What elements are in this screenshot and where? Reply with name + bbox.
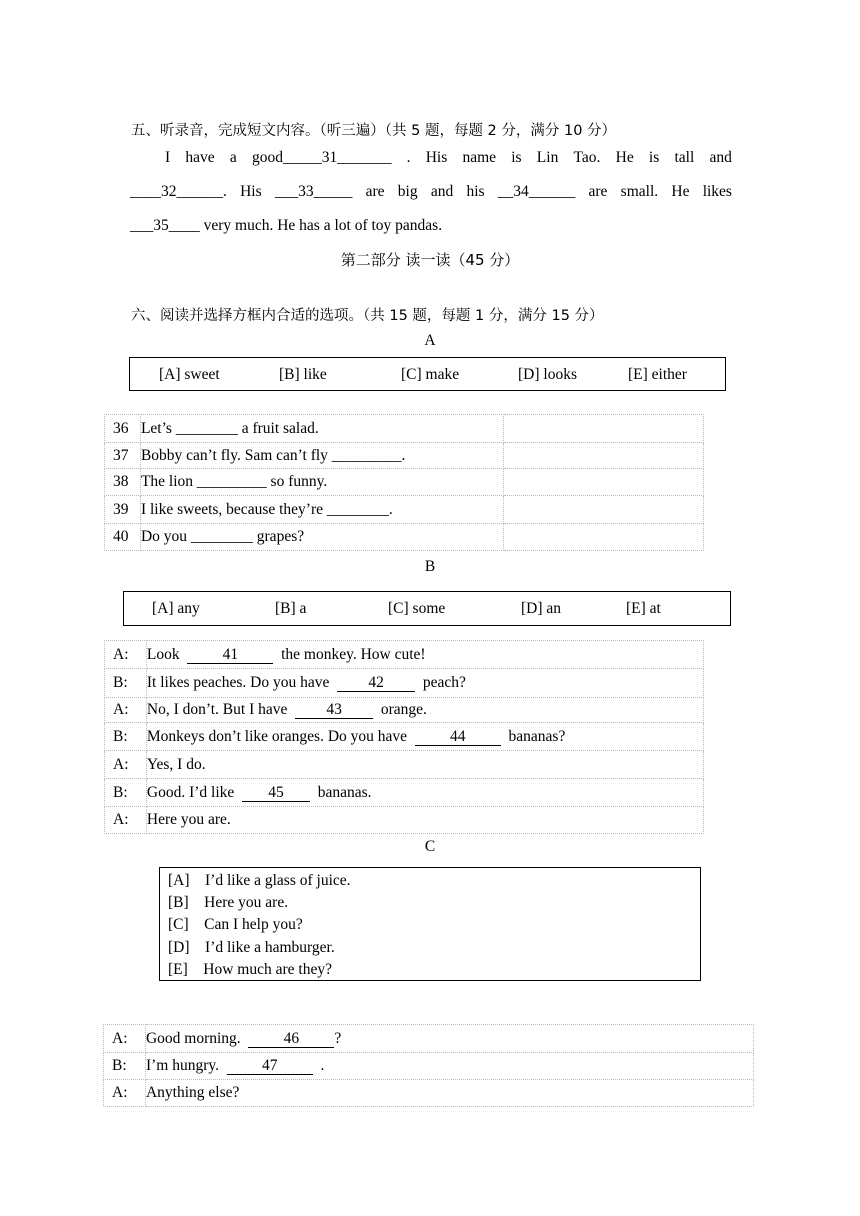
line-text: It likes peaches. Do you have xyxy=(146,674,330,691)
option-tag: [B] xyxy=(168,894,189,911)
speaker: B: xyxy=(105,779,147,807)
table-row xyxy=(105,469,704,496)
answer-blank[interactable]: 43 xyxy=(295,702,373,719)
question-text: Let’s ________ a fruit salad. xyxy=(140,415,503,443)
line-text: Yes, I do. xyxy=(146,755,206,773)
line-text: the monkey. How cute! xyxy=(281,645,426,663)
option-text: How much are they? xyxy=(203,961,332,978)
line-text: bananas. xyxy=(317,783,372,801)
table-row xyxy=(105,415,704,443)
section5-heading: 五、听录音，完成短文内容。（听三遍）（共 5 题，每题 2 分，满分 10 分） xyxy=(131,123,617,139)
line-text: Monkeys don’t like oranges. Do you have xyxy=(146,727,408,745)
question-number: 36 xyxy=(105,415,141,443)
option-tag: [E] xyxy=(168,961,188,978)
answer-blank[interactable]: 46 xyxy=(248,1031,334,1048)
line-text: No, I don’t. But I have xyxy=(146,701,288,718)
word: big xyxy=(397,183,418,200)
speaker: B: xyxy=(105,669,147,698)
dialogue-row xyxy=(104,1025,754,1053)
option-text: Here you are. xyxy=(204,894,289,911)
dialogue-row xyxy=(105,751,704,779)
dialogue-line xyxy=(146,751,703,779)
word: Lin xyxy=(536,149,559,166)
answer-blank[interactable]: 42 xyxy=(337,675,415,692)
option-text: Can I help you? xyxy=(204,916,303,933)
dialogue-line xyxy=(146,723,703,751)
dialogue-line xyxy=(145,1025,753,1053)
word: and xyxy=(430,183,454,200)
speaker: A: xyxy=(104,1025,146,1053)
question-text: The lion _________ so funny. xyxy=(140,469,503,496)
options-box-a xyxy=(129,357,726,391)
word: His xyxy=(240,183,262,200)
word: He xyxy=(615,149,634,166)
question-number: 37 xyxy=(105,443,141,469)
question-number: 38 xyxy=(105,469,141,496)
line-text: bananas? xyxy=(508,727,566,745)
line-text: Good morning. xyxy=(145,1029,241,1047)
section-c-label: C xyxy=(424,838,436,855)
word: . xyxy=(406,149,411,166)
dialogue-line xyxy=(145,1080,753,1107)
answer-cell[interactable] xyxy=(503,443,703,469)
section6-heading: 六、阅读并选择方框内合适的选项。（共 15 题，每题 1 分，满分 15 分） xyxy=(131,308,604,324)
dialogue-line xyxy=(146,669,703,698)
option: [A] sweet xyxy=(159,366,220,383)
speaker: B: xyxy=(105,723,147,751)
word: small. xyxy=(620,183,659,200)
word: and xyxy=(709,149,732,166)
options-box-b xyxy=(123,591,731,626)
word: I xyxy=(165,149,171,166)
line-text: Anything else? xyxy=(145,1084,240,1101)
word: good_____31_______ xyxy=(251,149,392,166)
line-text: Here you are. xyxy=(146,811,231,828)
line-text: ? xyxy=(334,1029,342,1047)
section5-line3: ___35____ very much. He has a lot of toy pandas. xyxy=(130,217,443,234)
answer-cell[interactable] xyxy=(503,415,703,443)
table-row xyxy=(105,443,704,469)
speaker: A: xyxy=(105,698,147,723)
option-tag: [A] xyxy=(168,872,190,889)
dialogue-row xyxy=(105,669,704,698)
dialogue-row xyxy=(104,1080,754,1107)
word: __34______ xyxy=(497,183,576,200)
speaker: A: xyxy=(105,641,147,669)
dialogue-line xyxy=(146,779,703,807)
dialogue-row xyxy=(105,698,704,723)
word: ___33_____ xyxy=(274,183,353,200)
dialogue-line xyxy=(146,641,703,669)
line-text: Look xyxy=(146,645,180,663)
section5-line1 xyxy=(165,149,732,167)
word: ____32______. xyxy=(130,183,227,200)
option xyxy=(168,961,332,979)
line-text: . xyxy=(320,1057,325,1074)
answer-blank[interactable]: 41 xyxy=(187,647,273,664)
dialogue-row xyxy=(105,723,704,751)
option xyxy=(168,894,288,912)
dialogue-row xyxy=(104,1053,754,1080)
word: Tao. xyxy=(573,149,601,166)
word: name xyxy=(462,149,497,166)
answer-blank[interactable]: 45 xyxy=(242,785,310,802)
part2-title: 第二部分 读一读（45 分） xyxy=(340,251,520,269)
dialogue-c xyxy=(103,1024,754,1107)
option: [C] some xyxy=(388,600,446,617)
answer-blank[interactable]: 47 xyxy=(227,1058,313,1075)
option-text: I’d like a glass of juice. xyxy=(205,872,351,889)
option: [D] an xyxy=(521,600,562,617)
question-number: 39 xyxy=(105,496,141,524)
speaker: A: xyxy=(105,751,147,779)
option-tag: [D] xyxy=(168,939,190,956)
question-text: I like sweets, because they’re ________. xyxy=(140,496,503,524)
word: his xyxy=(466,183,485,200)
word: is xyxy=(511,149,522,166)
question-text: Do you ________ grapes? xyxy=(140,524,503,551)
option xyxy=(168,872,351,890)
option xyxy=(168,916,303,934)
table-row xyxy=(105,496,704,524)
dialogue-line xyxy=(146,698,703,723)
section-a-label: A xyxy=(424,332,436,349)
line-text: peach? xyxy=(422,674,466,691)
line-text: Good. I’d like xyxy=(146,783,235,801)
option: [A] any xyxy=(152,600,200,617)
answer-cell[interactable] xyxy=(503,469,703,496)
answer-cell[interactable] xyxy=(503,496,703,524)
word: tall xyxy=(674,149,695,166)
question-text: Bobby can’t fly. Sam can’t fly _________. xyxy=(140,443,503,469)
dialogue-row xyxy=(105,641,704,669)
word: His xyxy=(425,149,448,166)
word: are xyxy=(588,183,608,200)
option: [B] a xyxy=(275,600,307,617)
dialogue-line xyxy=(145,1053,753,1080)
word: is xyxy=(648,149,660,166)
option: [B] like xyxy=(279,366,327,383)
answer-cell[interactable] xyxy=(503,524,703,551)
question-number: 40 xyxy=(105,524,141,551)
dialogue-b xyxy=(104,640,704,834)
answer-blank[interactable]: 44 xyxy=(415,729,501,746)
options-box-c xyxy=(159,867,701,981)
dialogue-row xyxy=(105,807,704,834)
word: are xyxy=(365,183,385,200)
speaker: A: xyxy=(105,807,147,834)
option: [E] either xyxy=(628,366,687,383)
option xyxy=(168,939,335,957)
option-tag: [C] xyxy=(168,916,189,933)
line-text: I’m hungry. xyxy=(145,1057,219,1074)
line-text: orange. xyxy=(380,701,427,718)
word: likes xyxy=(702,183,732,200)
section-b-label: B xyxy=(424,558,436,575)
table-a xyxy=(104,414,704,551)
section5-line2 xyxy=(130,183,732,201)
dialogue-line xyxy=(146,807,703,834)
word: a xyxy=(229,149,237,166)
option: [E] at xyxy=(626,600,661,617)
dialogue-row xyxy=(105,779,704,807)
table-row xyxy=(105,524,704,551)
word: He xyxy=(671,183,690,200)
word: have xyxy=(185,149,215,166)
speaker: B: xyxy=(104,1053,146,1080)
option-text: I’d like a hamburger. xyxy=(205,939,335,956)
option: [C] make xyxy=(401,366,460,383)
option: [D] looks xyxy=(518,366,577,383)
speaker: A: xyxy=(104,1080,146,1107)
